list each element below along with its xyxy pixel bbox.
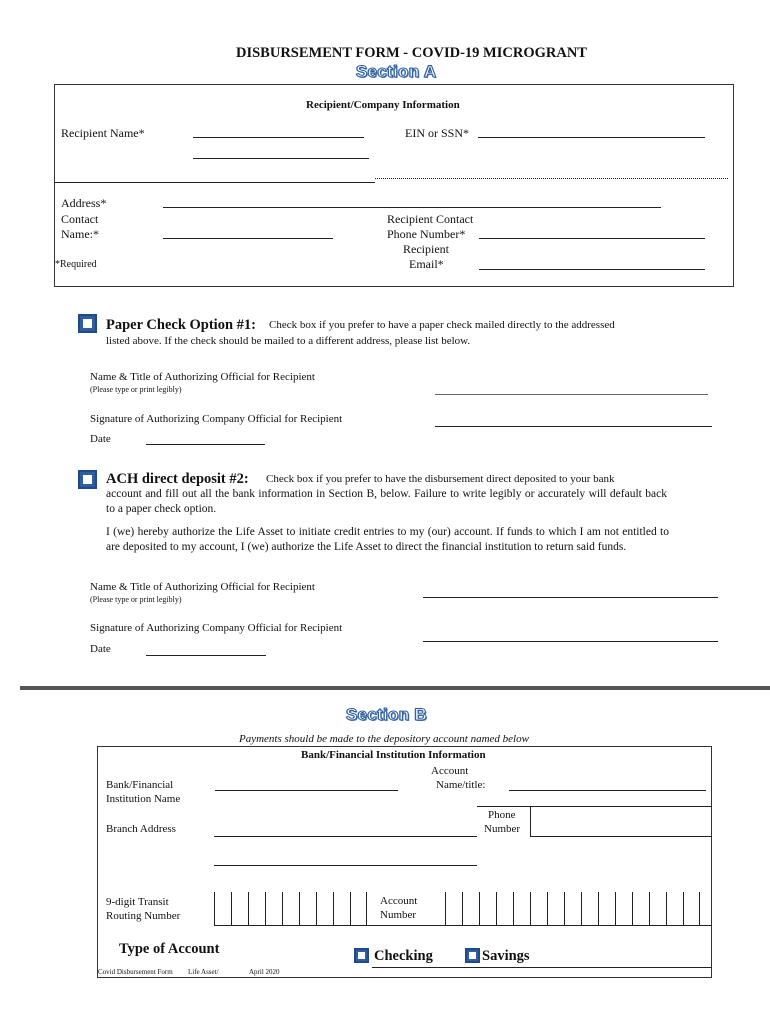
option2-text-rest: account and fill out all the bank information in Section B, below. Failure to write legibly or accurately will default back to a paper check option.: [106, 488, 667, 515]
address-field[interactable]: [163, 207, 661, 208]
account-name-field[interactable]: [509, 790, 706, 791]
routing-number-boxes[interactable]: [214, 892, 367, 926]
bank-label-1: Bank/Financial: [106, 779, 174, 791]
address-label: Address*: [61, 196, 107, 210]
option2-date-label: Date: [90, 643, 111, 655]
contact-name-field[interactable]: [163, 238, 333, 239]
checking-checkbox[interactable]: [354, 948, 369, 963]
paper-check-checkbox[interactable]: [78, 314, 97, 333]
ein-label: EIN or SSN*: [405, 126, 470, 140]
account-name-label-2: Name/title:: [436, 779, 486, 791]
account-number-label-2: Number: [380, 909, 417, 921]
account-number-label-1: Account: [380, 895, 418, 907]
option2-title: ACH direct deposit #2:: [106, 471, 249, 487]
footer-org: Life Asset/: [188, 968, 219, 976]
routing-label-1: 9-digit Transit: [106, 896, 169, 908]
section-a-box-title: Recipient/Company Information: [306, 99, 460, 111]
option1-print-note: (Please type or print legibly): [90, 385, 182, 394]
phone-number-label-2: Number: [484, 823, 521, 835]
option1-date-label: Date: [90, 433, 111, 445]
required-note: *Required: [55, 259, 97, 270]
footer-date: April 2020: [249, 968, 280, 976]
recipient-name-field[interactable]: [193, 137, 364, 138]
section-a-divider-right: [375, 178, 728, 179]
ach-deposit-checkbox[interactable]: [78, 470, 97, 489]
section-b-heading: Section B: [346, 705, 428, 724]
account-bottom: [372, 925, 712, 926]
phone-label-2: Phone Number*: [387, 227, 466, 241]
payments-note: Payments should be made to the depository account named below: [239, 733, 529, 745]
routing-bottom: [214, 925, 377, 926]
contact-name-label-1: Contact: [61, 212, 99, 226]
section-divider-bar: [20, 686, 770, 690]
bank-label-2: Institution Name: [106, 793, 181, 805]
option2-print-note: (Please type or print legibly): [90, 595, 182, 604]
option2-text-1: Check box if you prefer to have the disbursement direct deposited to your bank: [266, 473, 615, 485]
option2-authorization: I (we) hereby authorize the Life Asset to initiate credit entries to my (our) account. If funds to which I am not entitled to are deposited to my account, I (we) authorize the Life Asset to direct the financial institution to return said funds.: [106, 526, 669, 553]
footer-form-name: Covid Disbursement Form: [98, 968, 173, 976]
type-of-account-label: Type of Account: [119, 941, 220, 957]
section-a-divider: [55, 182, 375, 183]
option1-signature-label: Signature of Authorizing Company Official for Recipient: [90, 413, 343, 425]
option1-text-1: Check box if you prefer to have a paper check mailed directly to the addressed: [269, 319, 615, 331]
option2-signature-field[interactable]: [423, 641, 718, 642]
option1-name-title-label: Name & Title of Authorizing Official for Recipient: [90, 371, 315, 383]
contact-name-label-2: Name:*: [61, 227, 99, 241]
savings-checkbox[interactable]: [465, 948, 480, 963]
branch-address-label: Branch Address: [106, 823, 176, 835]
account-name-label-1: Account: [431, 765, 469, 777]
type-bottom-line: [372, 967, 712, 968]
recipient-name-field-line2[interactable]: [193, 158, 369, 159]
option2-date-field[interactable]: [146, 655, 266, 656]
recipient-name-label: Recipient Name*: [61, 126, 145, 140]
phone-label-1: Recipient Contact: [387, 212, 474, 226]
option2-signature-label: Signature of Authorizing Company Official for Recipient: [90, 622, 343, 634]
phone-field[interactable]: [479, 238, 705, 239]
option2-name-title-label: Name & Title of Authorizing Official for Recipient: [90, 581, 315, 593]
bank-name-field[interactable]: [215, 790, 398, 791]
option1-text-2: listed above. If the check should be mailed to a different address, please list below.: [106, 335, 471, 347]
email-label-1: Recipient: [403, 242, 449, 256]
ein-field[interactable]: [478, 137, 705, 138]
option2-name-title-field[interactable]: [423, 597, 718, 598]
account-number-boxes[interactable]: [445, 892, 700, 926]
savings-label: Savings: [482, 948, 530, 964]
phone-box-top: [477, 806, 712, 807]
section-b-box-title: Bank/Financial Institution Information: [301, 749, 486, 761]
phone-number-label-1: Phone: [488, 809, 516, 821]
section-a-heading: Section A: [356, 62, 437, 81]
option1-date-field[interactable]: [146, 444, 265, 445]
option1-title: Paper Check Option #1:: [106, 317, 256, 333]
section-a-box: [54, 84, 734, 287]
bank-phone-field[interactable]: [531, 836, 712, 837]
form-title: DISBURSEMENT FORM - COVID-19 MICROGRANT: [236, 45, 587, 61]
email-label-2: Email*: [409, 257, 444, 271]
option1-signature-field[interactable]: [435, 426, 712, 427]
checking-label: Checking: [374, 948, 433, 964]
branch-address-field[interactable]: [214, 836, 477, 837]
branch-address-field-line2[interactable]: [214, 865, 477, 866]
option1-name-title-field[interactable]: [435, 394, 708, 395]
phone-box-divider: [530, 806, 531, 837]
routing-label-2: Routing Number: [106, 910, 181, 922]
email-field[interactable]: [479, 269, 705, 270]
